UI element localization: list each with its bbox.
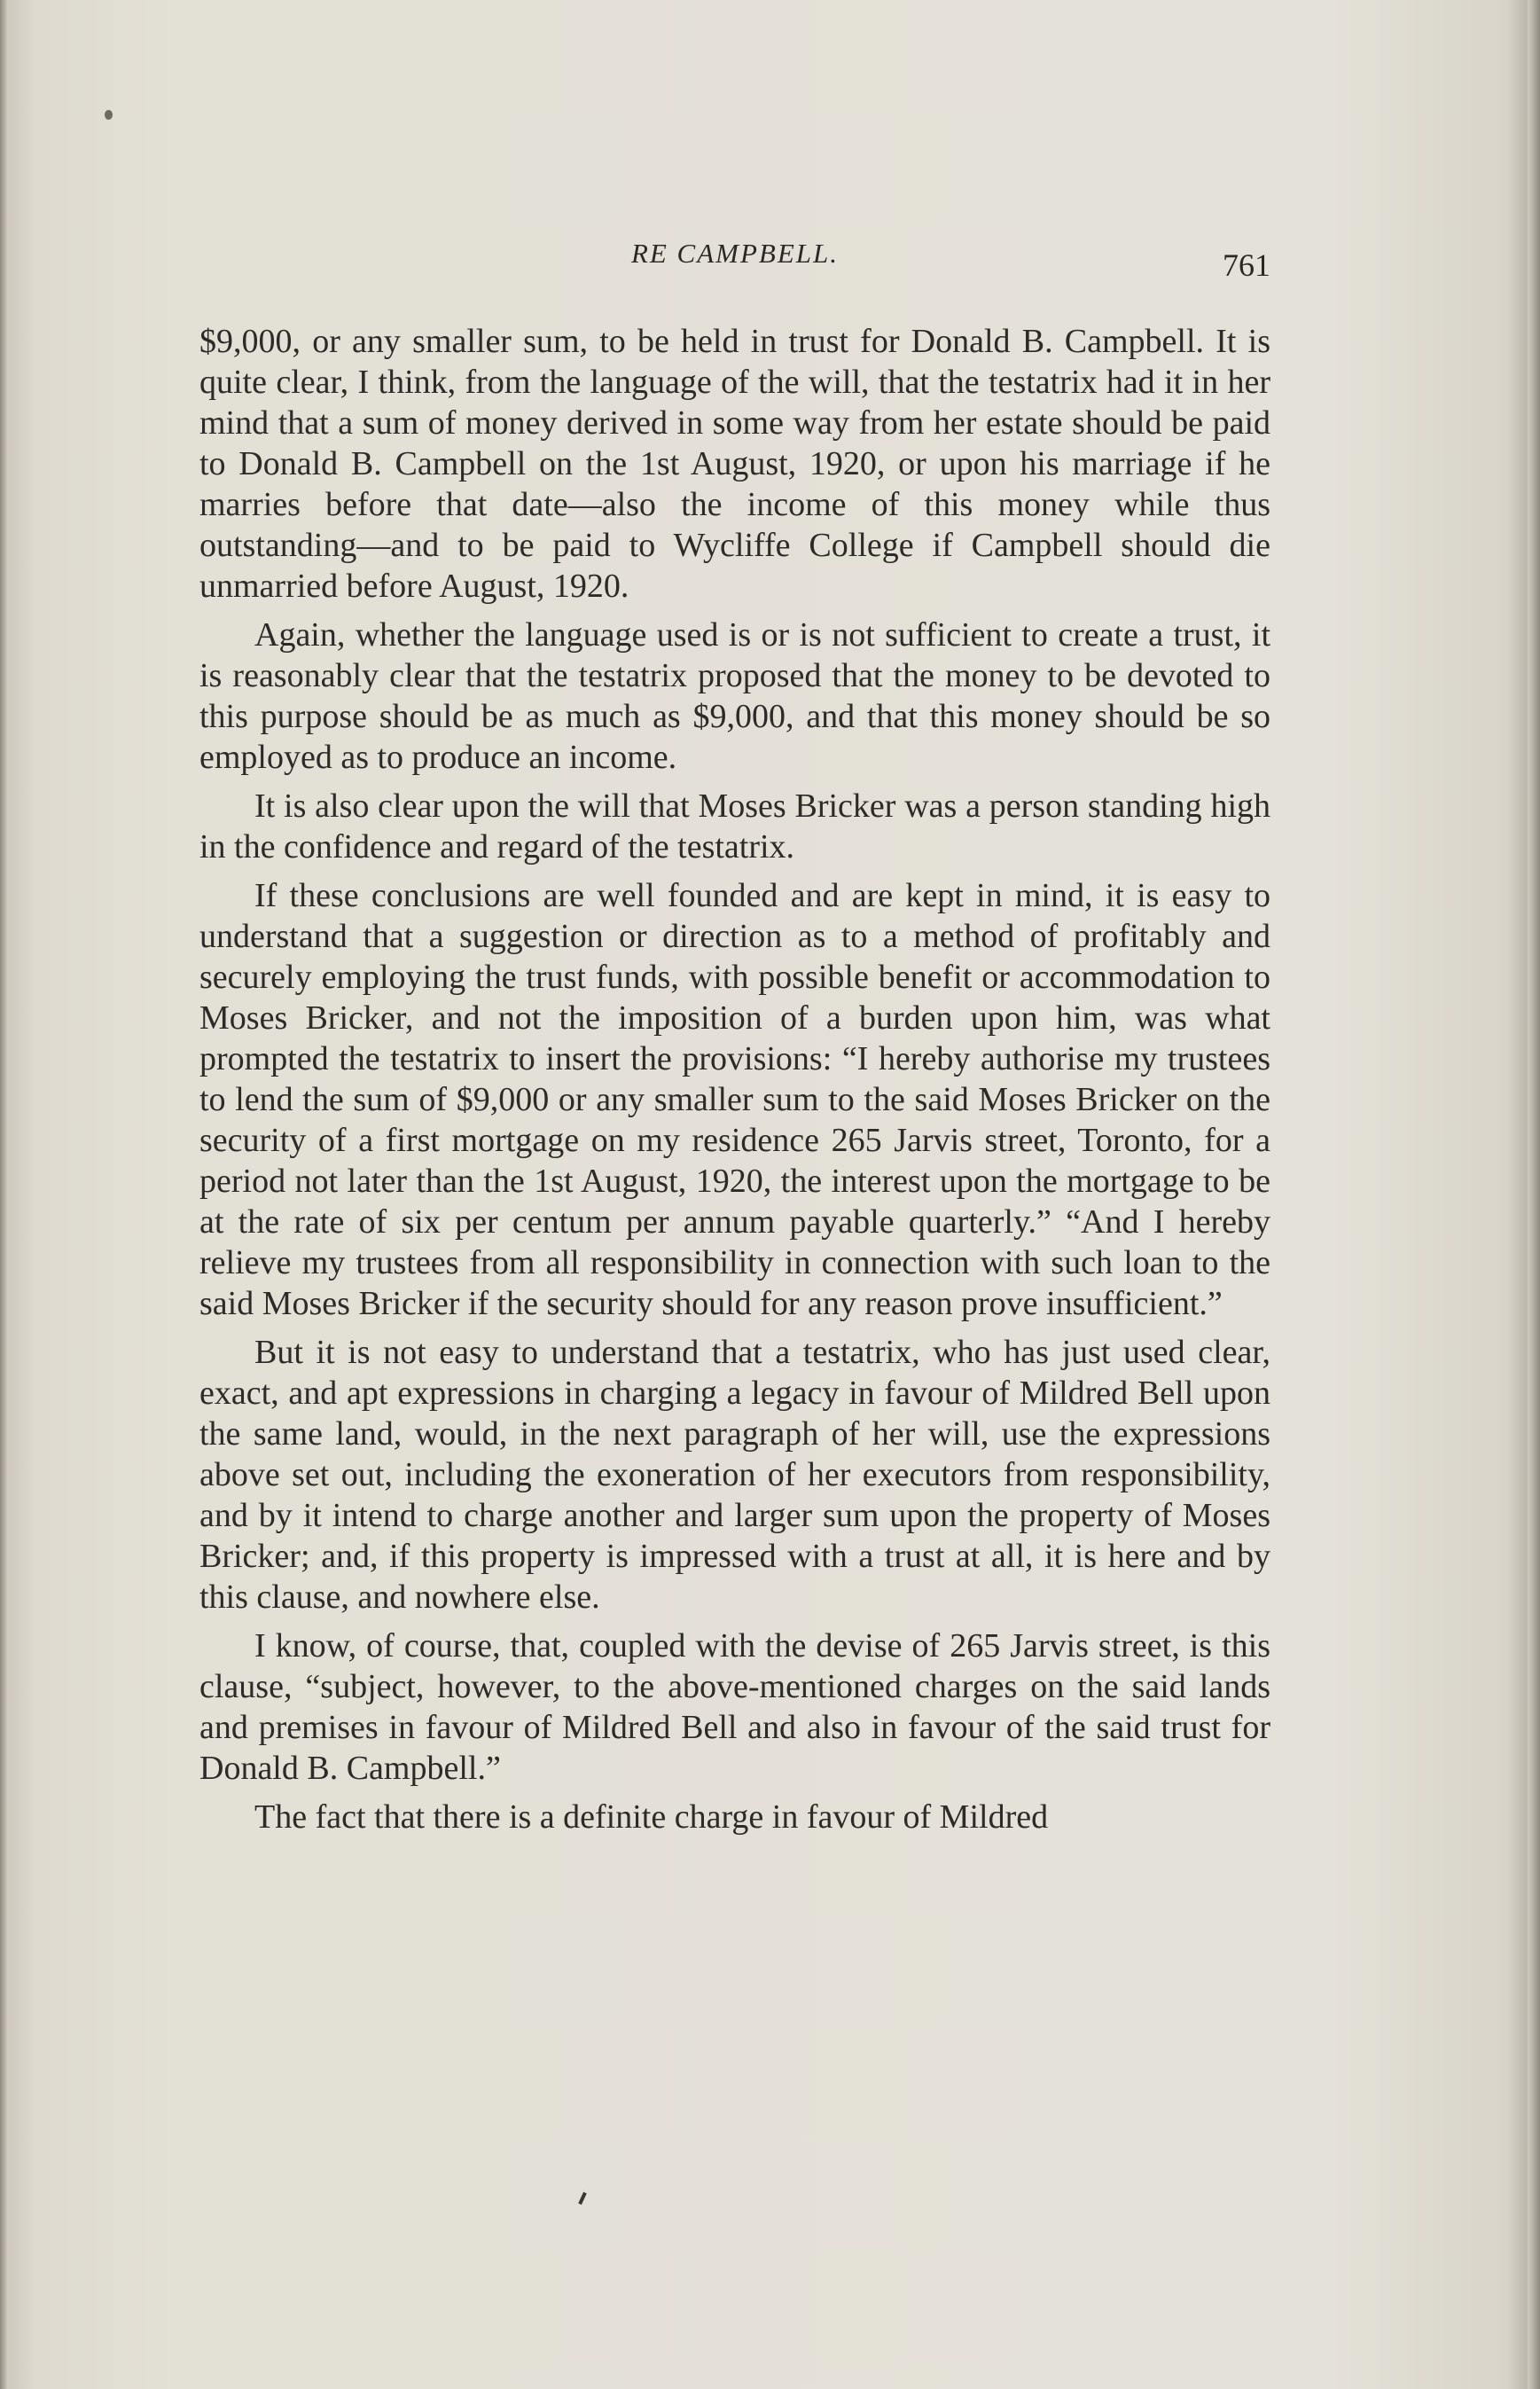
pen-mark [578,2192,587,2205]
page-gutter-shadow [0,0,9,2389]
ink-speck [105,110,113,120]
paragraph: It is also clear upon the will that Moses Bricker was a person standing high in the confidence and regard of the testatrix. [199,787,1270,866]
paragraph: The fact that there is a definite charge in favour of Mildred [254,1798,1049,1836]
body-text [199,321,1270,1845]
page-number: 761 [1223,247,1270,283]
paragraph: I know, of course, that, coupled with the devise of 265 Jarvis street, is this clause, “subject, however, to the above-mentioned charges on the said lands and premises in favour of Mildred Bell and also in favour of the said trust for Donald B. Campbell.” [199,1627,1270,1787]
running-head: RE CAMPBELL. [630,238,840,269]
paragraph: $9,000, or any smaller sum, to be held in trust for Donald B. Campbell. It is quite clear, I think, from the language of the will, that the testatrix had it in her mind that a sum of money derived in some way from her estate should be paid to Donald B. Campbell on the 1st August, 1920, or upon his marriage if he marries before that date—also the income of this money while thus outstanding—and to be paid to Wycliffe College if Campbell should die unmarried before August, 1920. [199,323,1270,605]
page-header [199,238,1270,291]
page-edge [1528,0,1540,2389]
paragraph: But it is not easy to understand that a testatrix, who has just used clear, exact, and apt expressions in charging a legacy in favour of Mildred Bell upon the same land, would, in the next paragraph of her will, use the expressions above set out, including the exoneration of her executors from responsibility, and by it intend to charge another and larger sum upon the property of Moses Bricker; and, if this property is impressed with a trust at all, it is here and by this clause, and nowhere else. [199,1334,1270,1616]
paragraph: If these conclusions are well founded and are kept in mind, it is easy to understand that a suggestion or direction as to a method of profitably and securely employing the trust funds, with possible benefit or accommodation to Moses Bricker, and not the imposition of a burden upon him, was what prompted the testatrix to insert the provisions: “I hereby authorise my trustees to lend the sum of $9,000 or any smaller sum to the said Moses Bricker on the security of a first mortgage on my residence 265 Jarvis street, Toronto, for a period not later than the 1st August, 1920, the interest upon the mortgage to be at the rate of six per centum per annum payable quarterly.” “And I hereby relieve my trustees from all responsibility in connection with such loan to the said Moses Bricker if the security should for any reason prove insufficient.” [199,877,1270,1322]
paragraph: Again, whether the language used is or is not sufficient to create a trust, it is reasonably clear that the testatrix proposed that the money to be devoted to this purpose should be as much as $9,000, and that this money should be so employed as to produce an income. [199,616,1270,776]
